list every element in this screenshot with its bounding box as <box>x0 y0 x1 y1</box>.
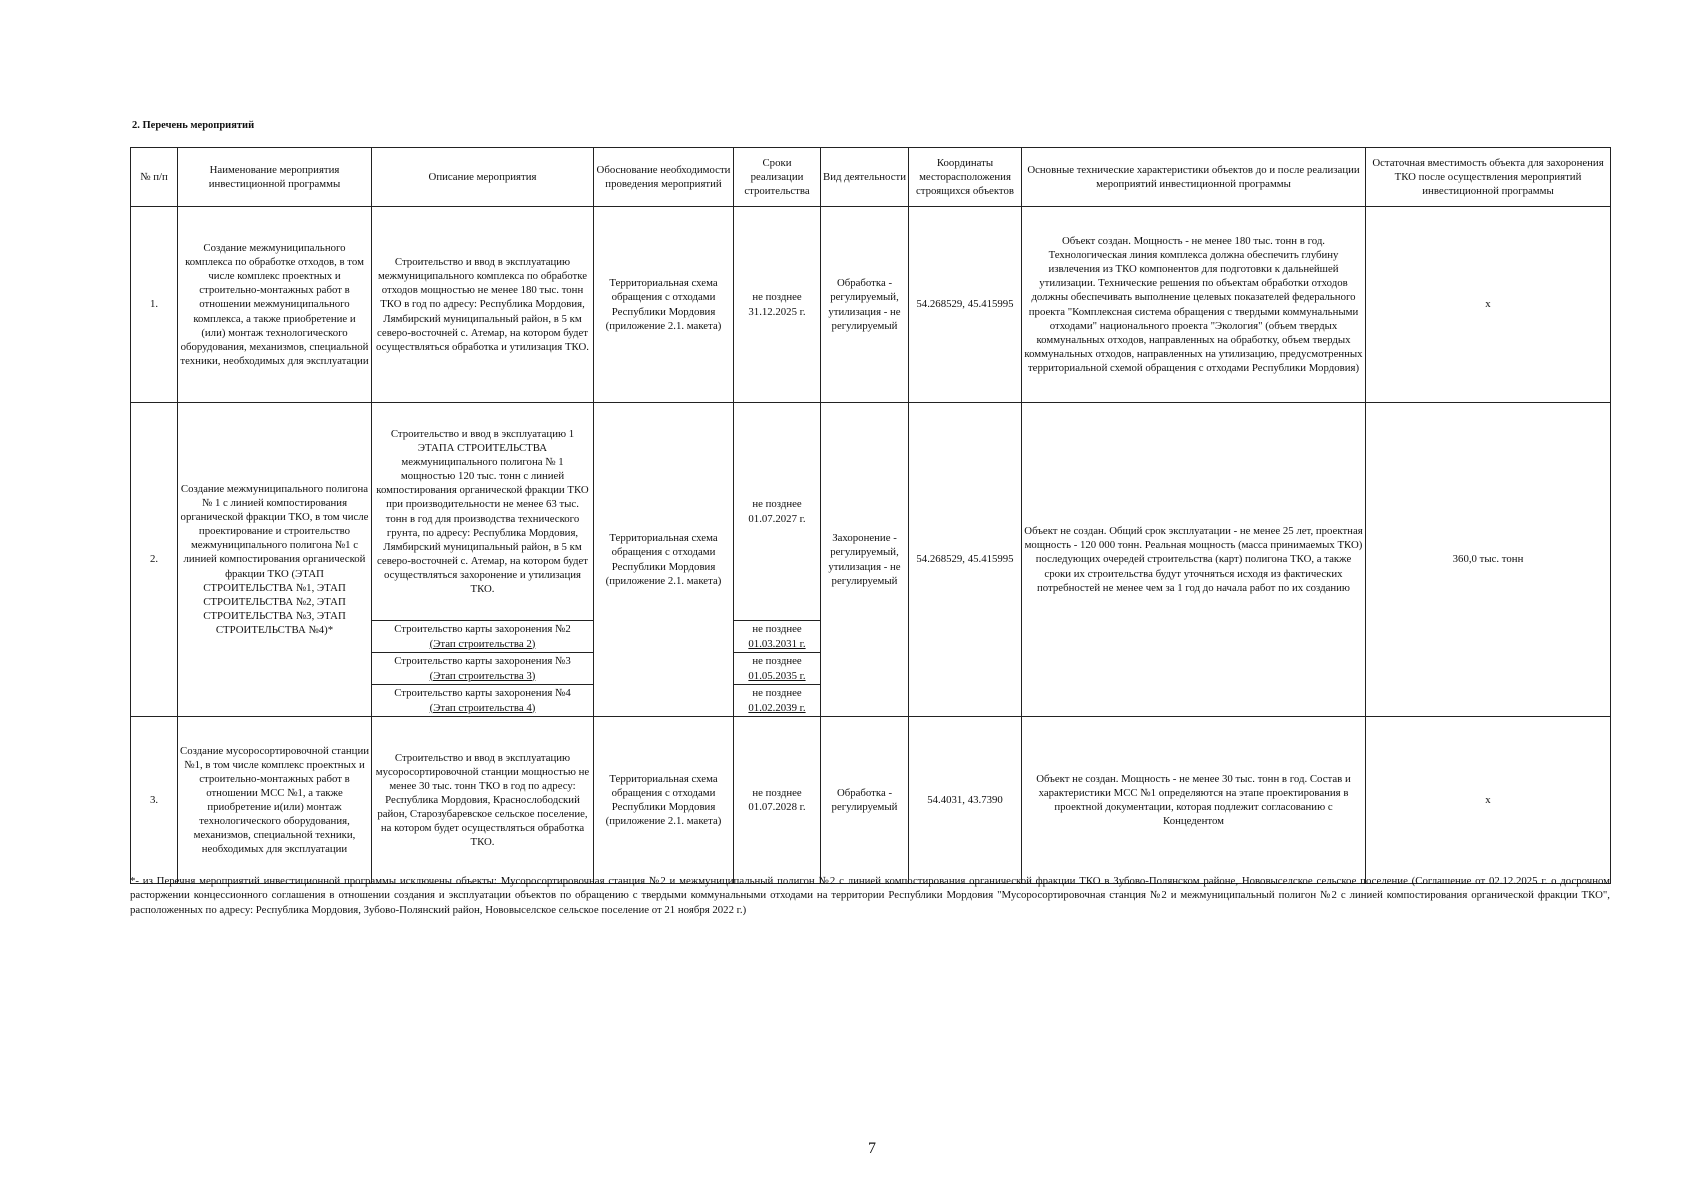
cell-tech: Объект не создан. Мощность - не менее 30 тыс. тонн в год. Состав и характеристики МСС №1 определяются на этапе проектирования в проектной документации, которая подлежит согласованию с Концедентом <box>1022 717 1366 884</box>
cell-capacity: 360,0 тыс. тонн <box>1366 403 1611 717</box>
cell-coords: 54.268529, 45.415995 <box>909 403 1022 717</box>
stage-term-label: не позднее <box>752 687 802 700</box>
stage-title: Строительство карты захоронения №4 <box>394 687 571 700</box>
cell-tech: Объект не создан. Общий срок эксплуатации - не менее 25 лет, проектная мощность - 120 000 тонн. Реальная мощность (масса принимаемых ТКО) последующих очередей строительства (карт) полигона ТКО, а также сроки их строительства будут уточняться исходя из фактических потребностей не менее чем за 1 год до начала работ по их созданию <box>1022 403 1366 717</box>
stage-title: Строительство карты захоронения №2 <box>394 623 571 636</box>
table-row <box>131 403 1611 621</box>
header-reason: Обоснование необходимости проведения мероприятий <box>594 148 734 207</box>
table-row <box>131 207 1611 403</box>
header-terms: Сроки реализации строительства <box>734 148 821 207</box>
activities-table <box>130 147 1611 884</box>
stage-desc <box>372 653 594 685</box>
section-title: 2. Перечень мероприятий <box>132 120 255 131</box>
cell-reason: Территориальная схема обращения с отходами Республики Мордовия (приложение 2.1. макета) <box>594 403 734 717</box>
stage-desc <box>372 621 594 653</box>
footnote: *- из Перечня мероприятий инвестиционной программы исключены объекты: Мусоросортировочная станция №2 и межмуниципальный полигон №2 с линией компостирования органической фракции ТКО в Зубово-Полянском районе, Нововыселское сельское поселение (Соглашение от 02.12.2025 г. о досрочном расторжении концессионного соглашения в отношении создания и эксплуатации объектов по обращению с твердыми коммунальными отходами на территории Республики Мордовия "Мусоросортировочная станция №2 и межмуниципальный полигон №2 с линией компостирования органической фракции ТКО", расположенных по адресу: Республика Мордовия, Зубово-Полянский район, Нововыселское сельское поселение от 21 ноября 2022 г.) <box>130 875 1610 916</box>
stage-term-label: не позднее <box>752 623 802 636</box>
cell-capacity: х <box>1366 717 1611 884</box>
stage-term <box>734 653 821 685</box>
cell-reason: Территориальная схема обращения с отходами Республики Мордовия (приложение 2.1. макета) <box>594 717 734 884</box>
cell-capacity: х <box>1366 207 1611 403</box>
stage-term-date: 01.02.2039 г. <box>748 701 806 714</box>
cell-tech: Объект создан. Мощность - не менее 180 тыс. тонн в год. Технологическая линия комплекса должна обеспечить глубину извлечения из ТКО компонентов для подготовки к дальнейшей утилизации. Технические решения по объектам обработки отходов должны обеспечивать выполнение целевых показателей федерального проекта "Комплексная система обращения с твердыми коммунальными отходами" национального проекта "Экология" (объем твердых коммунальных отходов, направленных на обработку, объем твердых коммунальных отходов, направленных на утилизацию, предусмотренных территориальной схемой обращения с отходами Республики Мордовия) <box>1022 207 1366 403</box>
header-name: Наименование мероприятия инвестиционной программы <box>178 148 372 207</box>
cell-activity: Обработка - регулируемый, утилизация - не регулируемый <box>821 207 909 403</box>
header-tech: Основные технические характеристики объектов до и после реализации мероприятий инвестиционной программы <box>1022 148 1366 207</box>
cell-name: Создание межмуниципального комплекса по обработке отходов, в том числе комплекс проектных и строительно-монтажных работ в отношении межмуниципального комплекса, а также приобретение и (или) монтаж технологического оборудования, механизмов, специальной техники, необходимых для эксплуатации <box>178 207 372 403</box>
header-num: № п/п <box>131 148 178 207</box>
cell-num: 1. <box>131 207 178 403</box>
table-header-row <box>131 148 1611 207</box>
cell-desc: Строительство и ввод в эксплуатацию межмуниципального комплекса по обработке отходов мощностью не менее 180 тыс. тонн ТКО в год по адресу: Республика Мордовия, Лямбирский муниципальный район, в 5 км северо-восточней с. Атемар, на котором будет осуществляться обработка и утилизация ТКО. <box>372 207 594 403</box>
stage-title: Строительство карты захоронения №3 <box>394 655 571 668</box>
stage-term-date: 01.03.2031 г. <box>748 637 806 650</box>
stage-subtitle: (Этап строительства 4) <box>429 701 536 714</box>
stage-term <box>734 621 821 653</box>
stage-term-label: не позднее <box>752 655 802 668</box>
cell-terms: не позднее 01.07.2028 г. <box>734 717 821 884</box>
cell-reason: Территориальная схема обращения с отходами Республики Мордовия (приложение 2.1. макета) <box>594 207 734 403</box>
cell-desc: Строительство и ввод в эксплуатацию мусоросортировочной станции мощностью не менее 30 тыс. тонн ТКО в год по адресу: Республика Мордовия, Краснослободский район, Старозубаревское сельское поселение, на котором будет осуществляться обработка ТКО. <box>372 717 594 884</box>
header-activity: Вид деятельности <box>821 148 909 207</box>
stage-subtitle: (Этап строительства 3) <box>429 669 536 682</box>
cell-terms: не позднее 31.12.2025 г. <box>734 207 821 403</box>
stage-subtitle: (Этап строительства 2) <box>429 637 536 650</box>
header-desc: Описание мероприятия <box>372 148 594 207</box>
cell-activity: Обработка - регулируемый <box>821 717 909 884</box>
cell-desc: Строительство и ввод в эксплуатацию 1 ЭТАПА СТРОИТЕЛЬСТВА межмуниципального полигона № 1 мощностью 120 тыс. тонн с линией компостирования органической фракции ТКО при производительности не менее 63 тыс. тонн в год для производства технического грунта, по адресу: Республика Мордовия, Лямбирский муниципальный район, в 5 км северо-восточней с. Атемар, на котором будет осуществляться захоронение и утилизация ТКО. <box>372 403 594 621</box>
cell-coords: 54.268529, 45.415995 <box>909 207 1022 403</box>
cell-num: 2. <box>131 403 178 717</box>
stage-desc <box>372 685 594 717</box>
cell-name: Создание мусоросортировочной станции №1, в том числе комплекс проектных и строительно-монтажных работ в отношении МСС №1, а также приобретение и(или) монтаж технологического оборудования, механизмов, специальной техники, необходимых для эксплуатации <box>178 717 372 884</box>
stage-term <box>734 685 821 717</box>
cell-name: Создание межмуниципального полигона № 1 с линией компостирования органической фракции ТКО, в том числе проектирование и строительство межмуниципального полигона №1 с линией компостирования органической фракции ТКО (ЭТАП СТРОИТЕЛЬСТВА №1, ЭТАП СТРОИТЕЛЬСТВА №2, ЭТАП СТРОИТЕЛЬСТВА №3, ЭТАП СТРОИТЕЛЬСТВА №4)* <box>178 403 372 717</box>
table-row <box>131 717 1611 884</box>
cell-coords: 54.4031, 43.7390 <box>909 717 1022 884</box>
cell-activity: Захоронение - регулируемый, утилизация - не регулируемый <box>821 403 909 717</box>
page-number: 7 <box>868 1140 876 1157</box>
header-coords: Координаты месторасположения строящихся объектов <box>909 148 1022 207</box>
header-capacity: Остаточная вместимость объекта для захоронения ТКО после осуществления мероприятий инвестиционной программы <box>1366 148 1611 207</box>
cell-num: 3. <box>131 717 178 884</box>
cell-terms: не позднее 01.07.2027 г. <box>734 403 821 621</box>
stage-term-date: 01.05.2035 г. <box>748 669 806 682</box>
